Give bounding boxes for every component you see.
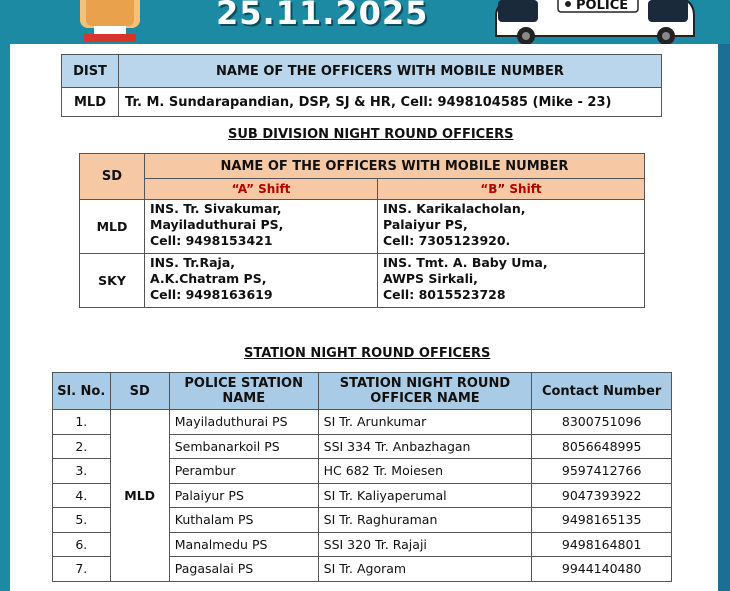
sd-cell: MLD bbox=[80, 200, 145, 254]
sd-header: SD bbox=[80, 154, 145, 200]
officer-name-header: STATION NIGHT ROUND OFFICER NAME bbox=[318, 373, 532, 410]
officer-header: NAME OF THE OFFICERS WITH MOBILE NUMBER bbox=[119, 55, 662, 88]
officer-line: INS. Karikalacholan, bbox=[383, 201, 526, 216]
sub-division-table bbox=[79, 153, 645, 308]
sl-no-cell: 7. bbox=[53, 557, 111, 582]
sl-no-cell: 4. bbox=[53, 483, 111, 508]
sl-no-cell: 6. bbox=[53, 532, 111, 557]
contact-cell: 9498164801 bbox=[532, 532, 672, 557]
b-shift-cell bbox=[378, 200, 645, 254]
dist-cell: MLD bbox=[62, 88, 119, 117]
a-shift-header: “A” Shift bbox=[145, 179, 378, 200]
officer-cell: SI Tr. Agoram bbox=[318, 557, 532, 582]
officer-line: INS. Tmt. A. Baby Uma, bbox=[383, 255, 548, 270]
table-row bbox=[62, 88, 662, 117]
sd-header: SD bbox=[110, 373, 169, 410]
officer-cell: SI Tr. Kaliyaperumal bbox=[318, 483, 532, 508]
cell-line: Cell: 7305123920. bbox=[383, 233, 511, 248]
contact-cell: 8056648995 bbox=[532, 434, 672, 459]
cell-line: Cell: 8015523728 bbox=[383, 287, 506, 302]
station-cell: Sembanarkoil PS bbox=[169, 434, 318, 459]
station-cell: Kuthalam PS bbox=[169, 508, 318, 533]
right-frame bbox=[718, 44, 730, 591]
table-row bbox=[80, 254, 645, 308]
a-shift-cell bbox=[145, 254, 378, 308]
contact-cell: 9944140480 bbox=[532, 557, 672, 582]
station-line: A.K.Chatram PS, bbox=[150, 271, 267, 286]
sl-no-cell: 3. bbox=[53, 459, 111, 484]
district-table bbox=[61, 54, 662, 117]
station-table bbox=[52, 372, 672, 582]
contact-header: Contact Number bbox=[532, 373, 672, 410]
table-row bbox=[80, 200, 645, 254]
contact-cell: 8300751096 bbox=[532, 410, 672, 435]
officer-cell: Tr. M. Sundarapandian, DSP, SJ & HR, Cell: 9498104585 (Mike - 23) bbox=[119, 88, 662, 117]
sd-cell: MLD bbox=[110, 410, 169, 582]
station-heading: STATION NIGHT ROUND OFFICERS bbox=[244, 346, 491, 361]
sub-division-heading: SUB DIVISION NIGHT ROUND OFFICERS bbox=[228, 127, 514, 142]
police-car-icon bbox=[488, 0, 700, 44]
station-line: AWPS Sirkali, bbox=[383, 271, 478, 286]
station-name-header: POLICE STATION NAME bbox=[169, 373, 318, 410]
officer-cell: HC 682 Tr. Moiesen bbox=[318, 459, 532, 484]
sl-no-header: Sl. No. bbox=[53, 373, 111, 410]
station-cell: Mayiladuthurai PS bbox=[169, 410, 318, 435]
station-cell: Palaiyur PS bbox=[169, 483, 318, 508]
station-cell: Manalmedu PS bbox=[169, 532, 318, 557]
sd-cell: SKY bbox=[80, 254, 145, 308]
station-cell: Perambur bbox=[169, 459, 318, 484]
sl-no-cell: 5. bbox=[53, 508, 111, 533]
officer-line: INS. Tr. Sivakumar, bbox=[150, 201, 282, 216]
table-row bbox=[53, 410, 672, 435]
station-line: Mayiladuthurai PS, bbox=[150, 217, 284, 232]
a-shift-cell bbox=[145, 200, 378, 254]
contact-cell: 9047393922 bbox=[532, 483, 672, 508]
station-cell: Pagasalai PS bbox=[169, 557, 318, 582]
police-car-label: POLICE bbox=[576, 0, 629, 13]
left-frame bbox=[0, 44, 10, 591]
header-banner bbox=[0, 0, 730, 44]
b-shift-cell bbox=[378, 254, 645, 308]
station-line: Palaiyur PS, bbox=[383, 217, 468, 232]
banner-date: 25.11.2025 bbox=[216, 0, 429, 32]
b-shift-header: “B” Shift bbox=[378, 179, 645, 200]
officer-cell: SSI 320 Tr. Rajaji bbox=[318, 532, 532, 557]
sl-no-cell: 1. bbox=[53, 410, 111, 435]
officer-cell: SI Tr. Raghuraman bbox=[318, 508, 532, 533]
officer-cell: SI Tr. Arunkumar bbox=[318, 410, 532, 435]
officer-cell: SSI 334 Tr. Anbazhagan bbox=[318, 434, 532, 459]
dist-header: DIST bbox=[62, 55, 119, 88]
officer-line: INS. Tr.Raja, bbox=[150, 255, 236, 270]
contact-cell: 9498165135 bbox=[532, 508, 672, 533]
cell-line: Cell: 9498153421 bbox=[150, 233, 273, 248]
police-mascot-icon bbox=[66, 0, 154, 42]
officer-header: NAME OF THE OFFICERS WITH MOBILE NUMBER bbox=[145, 154, 645, 179]
cell-line: Cell: 9498163619 bbox=[150, 287, 273, 302]
contact-cell: 9597412766 bbox=[532, 459, 672, 484]
sl-no-cell: 2. bbox=[53, 434, 111, 459]
